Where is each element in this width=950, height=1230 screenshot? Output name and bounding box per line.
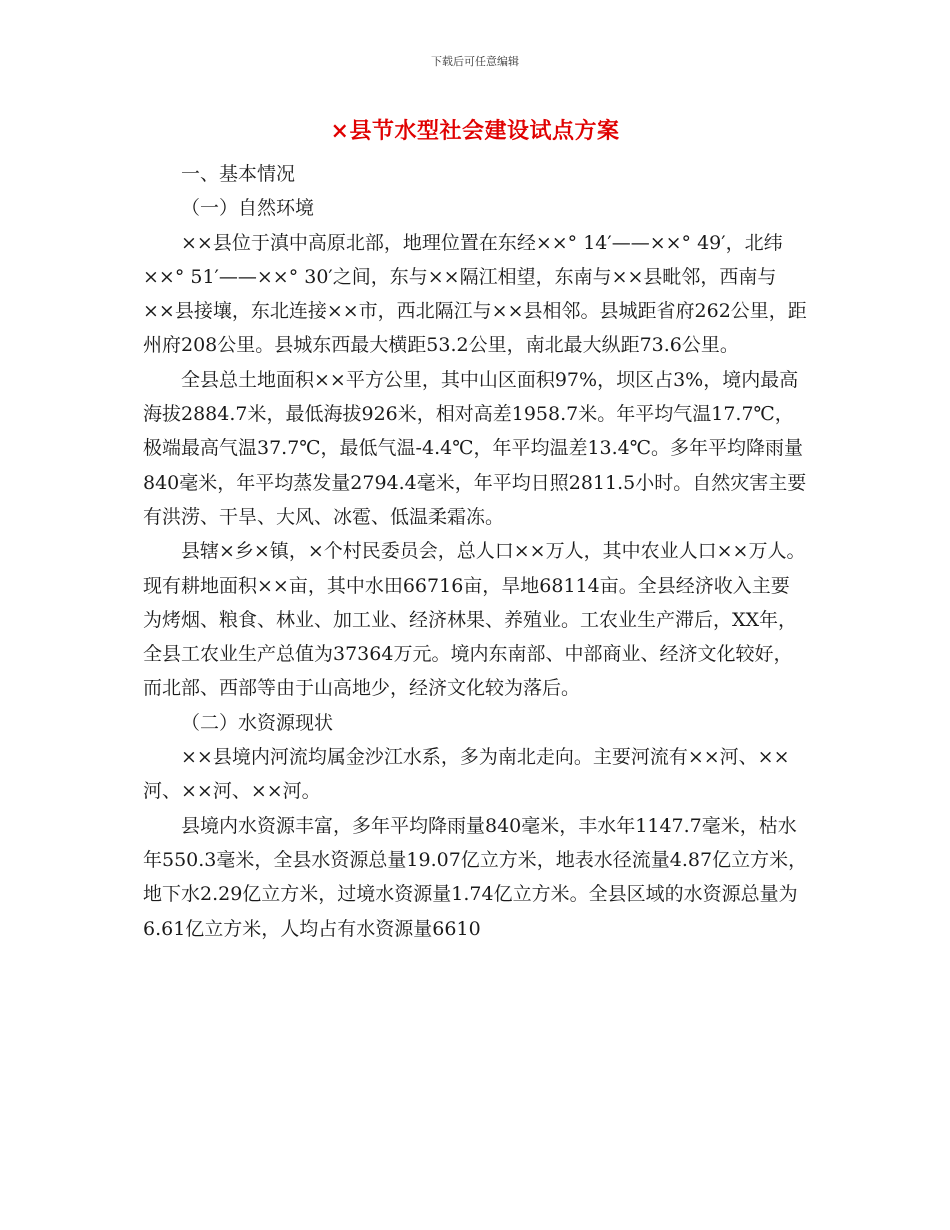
document-title: ×县节水型社会建设试点方案 — [330, 118, 620, 144]
paragraph-rivers: ××县境内河流均属金沙江水系，多为南北走向。主要河流有××河、××河、××河、××河。 — [143, 746, 790, 803]
subsection-heading-water-resources: （二）水资源现状 — [181, 711, 334, 734]
paragraph-economy: 县辖×乡×镇，×个村民委员会，总人口××万人，其中农业人口××万人。现有耕地面积××亩，其中水田66716亩，旱地68114亩。全县经济收入主要为烤烟、粮食、林业、加工业、经济林果、养殖业。工农业生产滞后，XX年，全县工农业生产总值为37364万元。境内东南部、中部商业、经济文化较好，而北部、西部等由于山高地少，经济文化较为落后。 — [143, 540, 806, 700]
paragraph-climate: 全县总土地面积××平方公里，其中山区面积97%，坝区占3%，境内最高海拔2884.7米，最低海拔926米，相对高差1958.7米。年平均气温17.7℃，极端最高气温37.7℃，最低气温-4.4℃，年平均温差13.4℃。多年平均降雨量840毫米，年平均蒸发量2794.4毫米，年平均日照2811.5小时。自然灾害主要有洪涝、干旱、大风、冰雹、低温柔霜冻。 — [143, 368, 807, 528]
paragraph-geography: ××县位于滇中高原北部，地理位置在东经××° 14′——××° 49′，北纬××° 51′——××° 30′之间，东与××隔江相望，东南与××县毗邻，西南与××县接壤，东北连接××市，西北隔江与××县相邻。县城距省府262公里，距州府208公里。县城东西最大横距53.2公里，南北最大纵距73.6公里。 — [143, 231, 807, 357]
document-body — [143, 157, 808, 946]
subsection-heading-natural-environment: （一）自然环境 — [181, 197, 315, 220]
page-header: 下载后可任意编辑 — [431, 55, 519, 68]
section-heading-basic-situation: 一、基本情况 — [181, 163, 296, 185]
paragraph-water-volume: 县境内水资源丰富，多年平均降雨量840毫米，丰水年1147.7毫米，枯水年550.3毫米，全县水资源总量19.07亿立方米，地表水径流量4.87亿立方米，地下水2.29亿立方米，过境水资源量1.74亿立方米。全县区域的水资源总量为6.61亿立方米，人均占有水资源量6610 — [143, 814, 808, 940]
